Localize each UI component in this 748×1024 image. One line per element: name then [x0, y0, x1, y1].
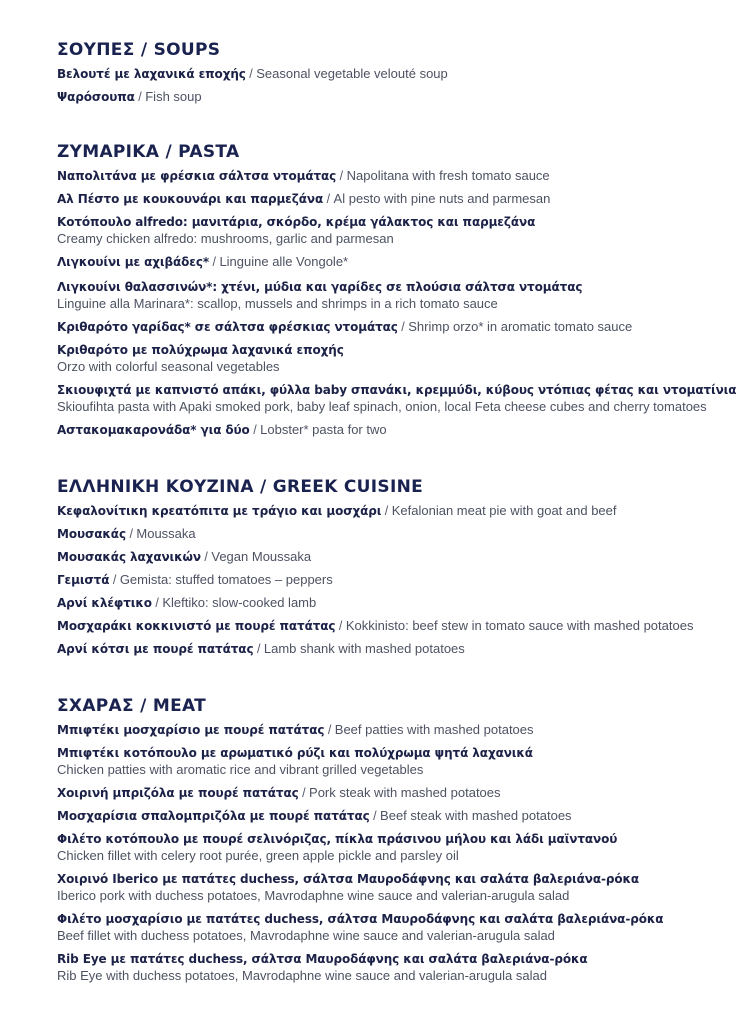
- item-line: [57, 191, 550, 207]
- item-line: [57, 214, 535, 230]
- item-name-english: Lamb shank with mashed potatoes: [263, 641, 465, 656]
- item-description-english: Skioufihta pasta with Apaki smoked pork, baby leaf spinach, onion, local Feta cheese cubes and cherry tomatoes: [57, 399, 707, 414]
- item-line: [57, 595, 316, 611]
- item-separator: /: [324, 723, 335, 737]
- item-name-english: Beef steak with mashed potatoes: [380, 808, 572, 823]
- item-description-english: Rib Eye with duchess potatoes, Mavrodaphne wine sauce and valerian-arugula salad: [57, 968, 547, 983]
- item-name-english: Vegan Moussaka: [211, 549, 312, 564]
- item-line: [57, 526, 196, 542]
- menu-item: [57, 526, 196, 542]
- item-description-english: Orzo with colorful seasonal vegetables: [57, 359, 280, 374]
- item-separator: /: [397, 320, 409, 334]
- item-name-english: Pork steak with mashed potatoes: [309, 785, 501, 800]
- section-title: ΕΛΛΗΝΙΚΗ ΚΟΥΖΙΝΑ / GREEK CUISINE: [57, 477, 424, 497]
- menu-item: [57, 279, 582, 312]
- item-line: [57, 503, 617, 519]
- item-name-greek: Αρνί κλέφτικο: [57, 596, 152, 610]
- item-name-english: Moussaka: [136, 526, 196, 541]
- item-name-greek: Φιλέτο μοσχαρίσιο με πατάτες duchess, σάλτσα Μαυροδάφνης και σαλάτα βαλεριάνα-ρόκα: [57, 912, 664, 926]
- menu-item: [57, 191, 550, 207]
- item-name-greek: Αστακομακαρονάδα* για δύο: [57, 423, 250, 437]
- menu-item: [57, 722, 534, 738]
- item-name-greek: Rib Eye με πατάτες duchess, σάλτσα Μαυροδάφνης και σαλάτα βαλεριάνα-ρόκα: [57, 952, 588, 966]
- menu-item: [57, 641, 465, 657]
- item-name-english: Beef patties with mashed potatoes: [334, 722, 534, 737]
- menu-item: [57, 595, 316, 611]
- item-name-greek: Ναπολιτάνα με φρέσκια σάλτσα ντομάτας: [57, 169, 337, 183]
- item-name-greek: Σκιουφιχτά με καπνιστό απάκι, φύλλα baby σπανάκι, κρεμμύδι, κύβους ντόπιας φέτας και ντοματίνια: [57, 383, 737, 397]
- item-name-greek: Γεμιστά: [57, 573, 110, 587]
- menu-item: [57, 911, 663, 944]
- item-name-english: Kleftiko: slow-cooked lamb: [162, 595, 317, 610]
- menu-item: [57, 168, 550, 184]
- item-name-english: Fish soup: [145, 89, 202, 104]
- item-line: [57, 572, 333, 588]
- item-name-english: Linguine alle Vongole*: [219, 254, 349, 269]
- item-separator: /: [209, 255, 220, 269]
- item-line: [57, 66, 448, 82]
- section-title: ΣΟΥΠΕΣ / SOUPS: [57, 40, 221, 60]
- item-name-greek: Λιγκουίνι με αχιβάδες*: [57, 255, 210, 269]
- item-line: [57, 422, 387, 438]
- item-name-english: Lobster* pasta for two: [260, 422, 387, 437]
- menu-item: [57, 342, 344, 375]
- item-separator: /: [200, 550, 212, 564]
- item-line: [57, 382, 736, 398]
- menu-item: [57, 422, 387, 438]
- item-description-english: Chicken patties with aromatic rice and vibrant grilled vegetables: [57, 762, 424, 777]
- menu-item: [57, 503, 617, 519]
- item-name-greek: Μπιφτέκι μοσχαρίσιο με πουρέ πατάτας: [57, 723, 325, 737]
- item-name-greek: Αρνί κότσι με πουρέ πατάτας: [57, 642, 254, 656]
- item-line: [57, 342, 344, 358]
- item-line: [57, 722, 534, 738]
- menu-item: [57, 319, 632, 335]
- item-name-greek: Κριθαρότο γαρίδας* σε σάλτσα φρέσκιας ντομάτας: [57, 320, 398, 334]
- item-separator: /: [245, 67, 257, 81]
- item-name-greek: Βελουτέ με λαχανικά εποχής: [57, 67, 246, 81]
- item-name-greek: Φιλέτο κοτόπουλο με πουρέ σελινόριζας, πίκλα πράσινου μήλου και λάδι μαϊντανού: [57, 832, 618, 846]
- item-line: [57, 911, 663, 927]
- item-line: [57, 254, 348, 270]
- item-separator: /: [381, 504, 392, 518]
- item-description-english: Creamy chicken alfredo: mushrooms, garlic and parmesan: [57, 231, 394, 246]
- item-name-english: Al pesto with pine nuts and parmesan: [333, 191, 551, 206]
- item-line: [57, 319, 632, 335]
- section-title: ΣΧΑΡΑΣ / MEAT: [57, 696, 207, 716]
- item-name-english: Shrimp orzo* in aromatic tomato sauce: [408, 319, 633, 334]
- item-name-english: Napolitana with fresh tomato sauce: [346, 168, 550, 183]
- item-separator: /: [323, 192, 334, 206]
- item-description-english: Chicken fillet with celery root purée, green apple pickle and parsley oil: [57, 848, 459, 863]
- item-name-greek: Χοιρινό Iberico με πατάτες duchess, σάλτσα Μαυροδάφνης και σαλάτα βαλεριάνα-ρόκα: [57, 872, 640, 886]
- item-name-greek: Αλ Πέστο με κουκουνάρι και παρμεζάνα: [57, 192, 324, 206]
- item-description-english: Iberico pork with duchess potatoes, Mavrodaphne wine sauce and valerian-arugula salad: [57, 888, 570, 903]
- item-name-greek: Κοτόπουλο alfredo: μανιτάρια, σκόρδο, κρέμα γάλακτος και παρμεζάνα: [57, 215, 536, 229]
- item-name-english: Seasonal vegetable velouté soup: [256, 66, 448, 81]
- menu-item: [57, 89, 202, 105]
- item-line: [57, 549, 311, 565]
- item-separator: /: [109, 573, 120, 587]
- item-name-greek: Μοσχαράκι κοκκινιστό με πουρέ πατάτας: [57, 619, 336, 633]
- item-line: [57, 618, 693, 634]
- item-name-greek: Ψαρόσουπα: [57, 90, 135, 104]
- item-name-greek: Μοσχαρίσια σπαλομπριζόλα με πουρέ πατάτας: [57, 809, 370, 823]
- item-separator: /: [369, 809, 381, 823]
- menu-item: [57, 549, 311, 565]
- item-line: [57, 168, 550, 184]
- menu-item: [57, 214, 535, 247]
- item-separator: /: [125, 527, 137, 541]
- item-name-english: Kokkinisto: beef stew in tomato sauce with mashed potatoes: [345, 618, 694, 633]
- item-name-greek: Χοιρινή μπριζόλα με πουρέ πατάτας: [57, 786, 299, 800]
- item-description-english: Beef fillet with duchess potatoes, Mavrodaphne wine sauce and valerian-arugula salad: [57, 928, 555, 943]
- item-name-english: Kefalonian meat pie with goat and beef: [391, 503, 617, 518]
- menu-item: [57, 745, 533, 778]
- menu-item: [57, 66, 448, 82]
- menu-item: [57, 254, 348, 270]
- item-line: [57, 279, 582, 295]
- item-name-greek: Μουσακάς: [57, 527, 126, 541]
- item-line: [57, 641, 465, 657]
- item-separator: /: [249, 423, 261, 437]
- item-name-greek: Λιγκουίνι θαλασσινών*: χτένι, μύδια και γαρίδες σε πλούσια σάλτσα ντομάτας: [57, 280, 583, 294]
- item-separator: /: [134, 90, 146, 104]
- item-name-greek: Μουσακάς λαχανικών: [57, 550, 201, 564]
- item-line: [57, 951, 588, 967]
- menu-item: [57, 871, 639, 904]
- item-name-greek: Κριθαρότο με πολύχρωμα λαχανικά εποχής: [57, 343, 344, 357]
- item-separator: /: [151, 596, 163, 610]
- section-title: ΖΥΜΑΡΙΚΑ / PASTA: [57, 142, 240, 162]
- item-line: [57, 785, 501, 801]
- menu-item: [57, 951, 588, 984]
- menu-item: [57, 785, 501, 801]
- item-separator: /: [253, 642, 264, 656]
- item-description-english: Linguine alla Marinara*: scallop, mussels and shrimps in a rich tomato sauce: [57, 296, 498, 311]
- item-line: [57, 871, 639, 887]
- item-line: [57, 89, 202, 105]
- item-separator: /: [335, 619, 346, 633]
- item-line: [57, 831, 617, 847]
- item-name-english: Gemista: stuffed tomatoes – peppers: [119, 572, 333, 587]
- item-line: [57, 808, 572, 824]
- item-separator: /: [298, 786, 310, 800]
- item-name-greek: Κεφαλονίτικη κρεατόπιτα με τράγιο και μοσχάρι: [57, 504, 382, 518]
- menu-item: [57, 831, 617, 864]
- item-name-greek: Μπιφτέκι κοτόπουλο με αρωματικό ρύζι και πολύχρωμα ψητά λαχανικά: [57, 746, 533, 760]
- item-separator: /: [336, 169, 347, 183]
- item-line: [57, 745, 533, 761]
- menu-item: [57, 808, 572, 824]
- menu-item: [57, 572, 333, 588]
- menu-item: [57, 382, 736, 415]
- menu-item: [57, 618, 693, 634]
